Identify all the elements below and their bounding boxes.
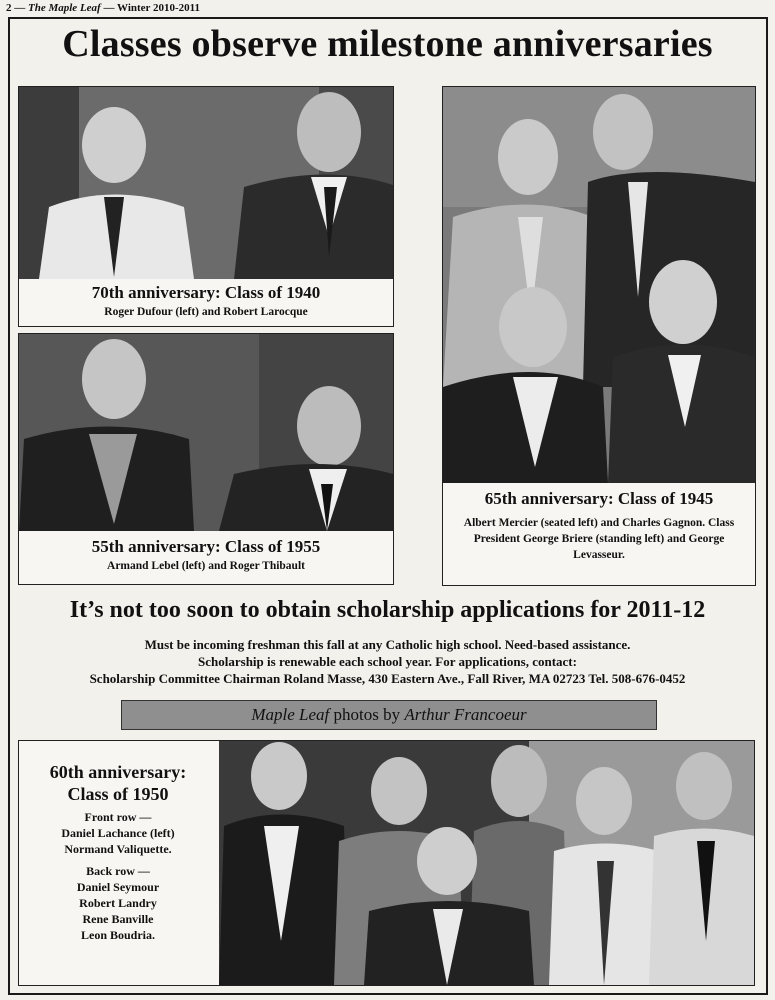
class-1950-caption — [19, 741, 217, 985]
back-row-name: Robert Landry — [79, 896, 157, 910]
class-1950-title: 60th anniversary: — [49, 762, 187, 782]
front-row-name: Normand Valiquette. — [64, 842, 172, 856]
scholarship-contact: Scholarship Committee Chairman Roland Masse, 430 Eastern Ave., Fall River, MA 02723 Tel. 508-676-0452 — [89, 671, 686, 686]
running-head-dash: — — [14, 2, 26, 14]
class-1945-names: Albert Mercier (seated left) and Charles Gagnon. Class President George Briere (standing left) and George Levasseur. — [463, 517, 735, 561]
issue-date: Winter 2010-2011 — [117, 2, 201, 14]
back-row-label: Back row — — [86, 864, 150, 878]
class-1955-names: Armand Lebel (left) and Roger Thibault — [107, 560, 305, 572]
front-row-label: Front row — — [84, 810, 152, 824]
class-1945-title: 65th anniversary: Class of 1945 — [484, 489, 714, 508]
class-1955-panel — [18, 333, 394, 585]
credit-publication: Maple Leaf — [251, 705, 330, 724]
running-head-dash: — — [103, 2, 115, 14]
photo-credit — [121, 700, 657, 730]
back-row-name: Rene Banville — [82, 912, 154, 926]
scholarship-headline: It’s not too soon to obtain scholarship applications for 2011-12 — [69, 597, 706, 623]
back-row-name: Daniel Seymour — [76, 880, 160, 894]
class-1950-panel — [18, 740, 755, 986]
back-row-name: Leon Boudria. — [80, 928, 155, 942]
class-1945-photo — [443, 87, 755, 483]
scholarship-renewal: Scholarship is renewable each school year. For applications, contact: — [198, 654, 577, 669]
class-1940-panel — [18, 86, 394, 327]
page-headline: Classes observe milestone anniversaries — [62, 23, 713, 65]
class-1940-photo — [19, 87, 393, 279]
running-head — [6, 2, 200, 14]
publication-name: The Maple Leaf — [28, 2, 101, 14]
credit-photographer: Arthur Francoeur — [404, 705, 527, 724]
class-1950-photo — [219, 741, 754, 985]
page-number: 2 — [6, 2, 12, 14]
credit-text: photos by — [329, 705, 405, 724]
class-1955-photo — [19, 334, 393, 531]
class-1940-names: Roger Dufour (left) and Robert Larocque — [104, 306, 308, 318]
scholarship-eligibility: Must be incoming freshman this fall at any Catholic high school. Need-based assistance. — [144, 637, 631, 652]
front-row-name: Daniel Lachance (left) — [61, 826, 175, 840]
class-1950-subtitle: Class of 1950 — [67, 784, 169, 804]
class-1940-title: 70th anniversary: Class of 1940 — [91, 283, 321, 302]
class-1945-panel — [442, 86, 756, 586]
class-1955-title: 55th anniversary: Class of 1955 — [91, 537, 321, 556]
